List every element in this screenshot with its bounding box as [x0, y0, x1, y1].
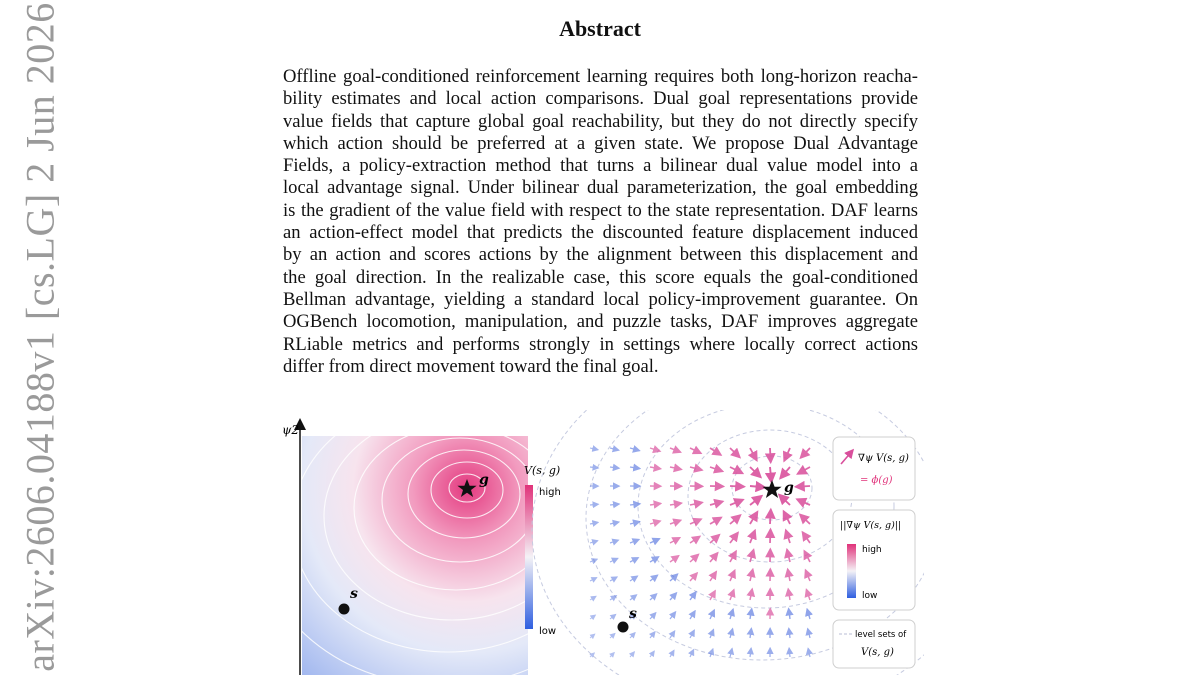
field-arrow: [796, 486, 810, 487]
field-arrow: [710, 630, 714, 639]
legend-norm-low: low: [862, 591, 878, 601]
field-arrow: [779, 495, 790, 505]
field-arrow: [808, 629, 810, 638]
field-arrow: [690, 503, 702, 506]
abstract-line: Fields, a policy-extraction method that turns a bilinear dual value model into a: [283, 155, 918, 177]
right-state-point-icon: [618, 622, 629, 633]
field-arrow: [730, 629, 733, 638]
field-arrow: [670, 520, 681, 524]
field-arrow: [690, 554, 699, 562]
field-arrow: [710, 553, 718, 562]
field-arrow: [730, 551, 736, 562]
field-arrow: [750, 448, 757, 460]
field-arrow: [610, 467, 619, 468]
field-arrow: [650, 504, 661, 506]
abstract-line: OGBench locomotion, manipulation, and puzzle tasks, DAF improves aggregate: [283, 311, 918, 333]
field-arrow: [730, 533, 738, 543]
field-arrow: [630, 633, 635, 638]
field-arrow: [630, 448, 640, 451]
legend-levelset-box: [833, 620, 915, 668]
field-arrow: [730, 590, 734, 600]
legend-levelset-line1: level sets of: [855, 630, 907, 640]
field-arrow: [650, 539, 660, 543]
field-arrow: [630, 558, 638, 562]
legend-norm-high: high: [862, 545, 882, 555]
field-arrow: [670, 650, 674, 657]
field-arrow: [670, 612, 676, 619]
field-arrow: [730, 448, 740, 457]
field-arrow: [710, 572, 716, 581]
abstract-line: differ from direct movement toward the final goal.: [283, 355, 659, 377]
right-goal-label: g: [784, 480, 794, 496]
field-arrow: [650, 521, 660, 524]
abstract-line: is the gradient of the value field with respect to the state representation. DAF learns: [283, 199, 918, 221]
field-arrow: [650, 467, 661, 469]
field-arrow: [650, 651, 654, 657]
field-arrow: [786, 530, 790, 543]
field-arrow: [789, 628, 790, 638]
abstract-line: bility estimates and local action comparisons. Dual goal representations provide: [283, 88, 918, 110]
field-arrow: [788, 569, 790, 581]
field-arrow: [789, 609, 790, 619]
field-arrow: [784, 448, 790, 461]
field-arrow: [690, 448, 701, 453]
field-arrow: [650, 594, 657, 600]
field-arrow: [710, 502, 723, 506]
field-arrow: [610, 448, 619, 450]
abstract-line: by an action and scores actions by the alignment between this displacement and: [283, 244, 918, 266]
field-arrow: [610, 614, 616, 619]
legend-levelset-line2: V(s, g): [861, 647, 894, 658]
field-arrow: [750, 569, 753, 581]
left-goal-label: g: [479, 472, 489, 488]
field-arrow: [650, 575, 658, 581]
field-arrow: [770, 448, 771, 462]
field-arrow: [670, 448, 681, 452]
colorbar-title: V(s, g): [524, 464, 561, 477]
field-arrow: [630, 540, 639, 544]
abstract-line: Offline goal-conditioned reinforcement learning requires both long-horizon reacha-: [283, 66, 918, 87]
field-arrow: [590, 578, 597, 581]
field-arrow: [710, 649, 713, 657]
field-arrow: [806, 570, 811, 581]
abstract-line: Bellman advantage, yielding a standard local policy-improvement guarantee. On: [283, 288, 918, 310]
colorbar-high: high: [539, 487, 561, 498]
field-arrow: [670, 503, 682, 505]
field-arrow: [789, 648, 790, 657]
field-arrow: [750, 609, 752, 619]
field-arrow: [710, 467, 723, 471]
field-arrow: [590, 541, 598, 543]
field-arrow: [630, 504, 640, 505]
field-arrow: [610, 633, 615, 638]
field-arrow: [750, 589, 752, 600]
abstract-line: which action should be preferred at a given state. We propose Dual Advantage: [283, 132, 918, 154]
field-arrow: [650, 613, 656, 619]
field-arrow: [730, 649, 732, 658]
field-arrow: [590, 634, 595, 638]
field-arrow: [690, 592, 696, 600]
field-arrow: [710, 448, 721, 455]
field-arrow: [630, 595, 637, 600]
left-state-label: s: [350, 586, 358, 602]
field-arrow: [804, 551, 810, 562]
field-arrow: [808, 648, 810, 657]
field-arrow: [590, 467, 598, 468]
field-arrow: [610, 596, 616, 600]
field-arrow: [670, 631, 675, 638]
field-arrow: [750, 530, 755, 543]
field-arrow: [730, 609, 733, 619]
field-arrow: [710, 610, 714, 619]
field-arrow: [803, 532, 811, 543]
field-arrow: [730, 570, 735, 581]
field-arrow: [670, 467, 681, 469]
field-arrow: [590, 522, 598, 524]
field-arrow: [750, 628, 751, 638]
field-arrow: [630, 467, 640, 469]
field-arrow: [650, 448, 660, 451]
field-arrow: [750, 496, 762, 505]
field-arrow: [670, 556, 679, 562]
abstract-body: [283, 66, 918, 378]
field-arrow: [807, 609, 810, 619]
field-arrow: [750, 486, 765, 487]
abstract-line: local advantage signal. Under bilinear dual parameterization, the goal embedding: [283, 177, 918, 199]
field-arrow: [670, 593, 677, 600]
field-arrow: [770, 529, 771, 543]
field-arrow: [710, 518, 721, 525]
field-arrow: [590, 504, 598, 505]
field-arrow: [690, 630, 694, 638]
field-arrow: [590, 615, 595, 619]
field-arrow: [730, 500, 743, 505]
field-arrow: [770, 510, 771, 525]
field-arrow: [780, 467, 790, 478]
field-arrow: [630, 522, 640, 524]
field-arrow: [770, 467, 771, 482]
abstract-title: Abstract: [559, 16, 641, 41]
field-arrow: [710, 591, 715, 600]
field-arrow: [610, 504, 619, 505]
field-arrow: [800, 515, 810, 525]
field-arrow: [801, 448, 810, 458]
field-arrow: [590, 448, 598, 450]
field-arrow: [690, 611, 695, 619]
state-point-icon: [339, 604, 350, 615]
abstract-line: value fields that capture global goal reachability, but they do not directly specify: [283, 110, 918, 132]
field-arrow: [630, 652, 634, 657]
field-arrow: [730, 515, 740, 524]
field-arrow: [610, 577, 617, 581]
abstract-line: an action-effect model that predicts the discounted feature displacement induced: [283, 222, 918, 244]
field-arrow: [590, 596, 596, 600]
field-arrow: [610, 653, 614, 658]
value-colorbar: [525, 485, 533, 629]
field-arrow: [690, 573, 697, 581]
colorbar-low: low: [539, 626, 557, 637]
field-arrow: [788, 589, 790, 600]
field-arrow: [806, 590, 810, 601]
legend-phi-label: = ϕ(g): [860, 475, 893, 486]
field-arrow: [630, 576, 638, 581]
dual-advantage-figure: [272, 410, 924, 675]
right-state-label: s: [629, 606, 637, 622]
field-arrow: [690, 650, 694, 657]
legend-gradient-box: [833, 437, 915, 500]
field-arrow: [610, 558, 618, 562]
field-arrow: [784, 511, 790, 524]
field-arrow: [650, 632, 655, 638]
field-arrow: [690, 536, 700, 543]
value-field-heatmap: [272, 410, 658, 675]
field-arrow: [610, 522, 619, 524]
axis-label-psi2: ψ2: [282, 423, 300, 437]
field-arrow: [750, 648, 751, 657]
field-arrow: [670, 538, 680, 543]
field-arrow: [730, 486, 744, 487]
legend-norm-title: ||∇ψ V(s, g)||: [840, 520, 902, 531]
abstract-line: the goal direction. In the realizable case, this score equals the goal-conditioned: [283, 266, 918, 288]
legend-norm-box: [833, 510, 915, 610]
field-arrow: [710, 535, 719, 543]
legend-gradient-label: ∇ψ V(s, g): [858, 453, 909, 464]
abstract-line: RLiable metrics and performs strongly in settings where locally correct actions: [283, 333, 918, 355]
field-arrow: [750, 467, 761, 477]
field-arrow: [610, 540, 618, 543]
arxiv-identifier: arXiv:2606.04188v1 [cs.LG] 2 Jun 2026: [17, 2, 63, 672]
